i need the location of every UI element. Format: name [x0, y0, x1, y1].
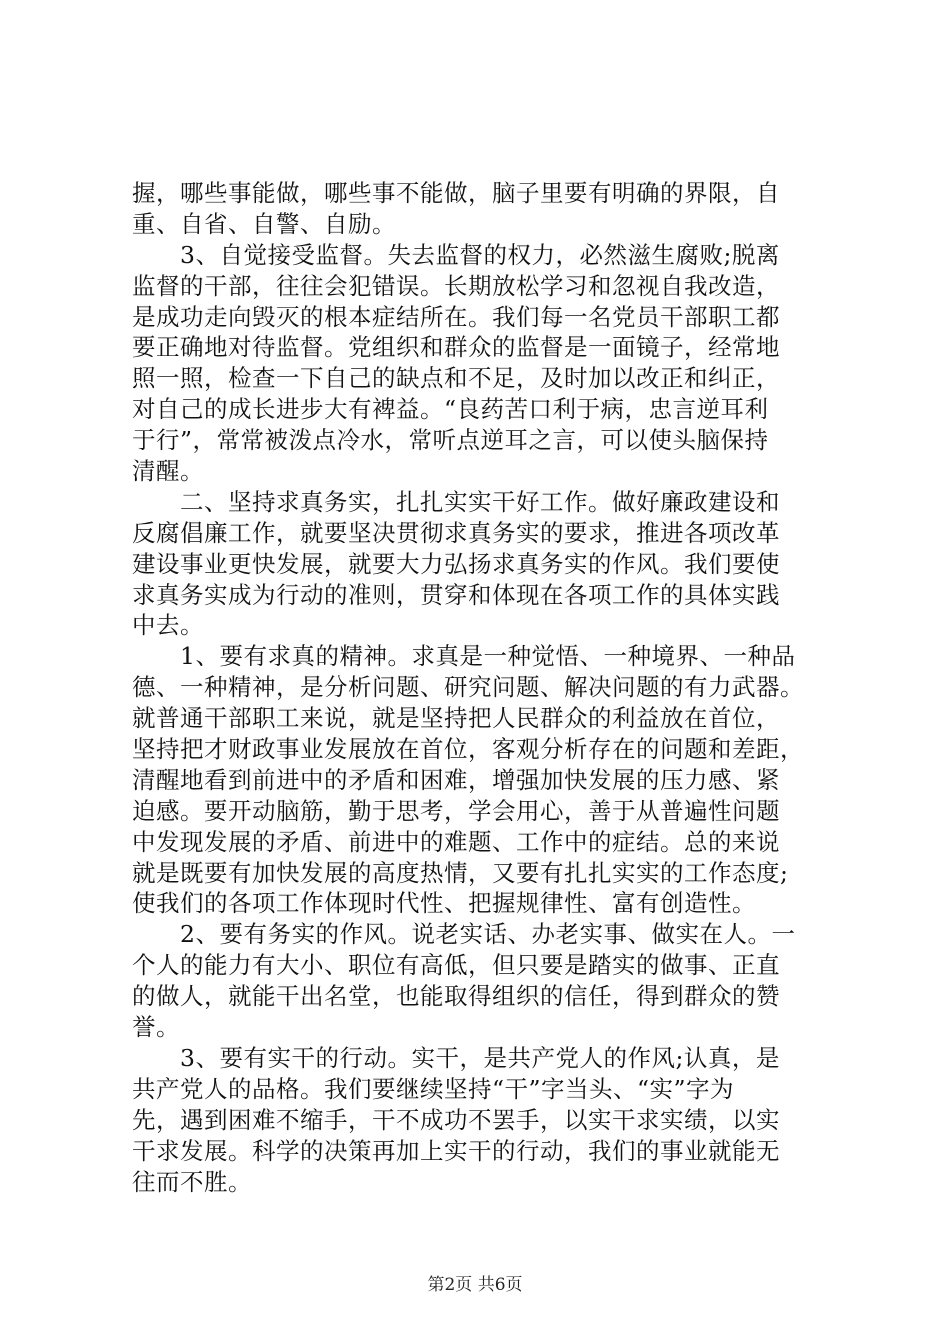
text-line: 就是既要有加快发展的高度热情，又要有扎扎实实的工作态度; — [132, 858, 789, 887]
text-line: 的做人，就能干出名堂，也能取得组织的信任，得到群众的赞 — [132, 982, 780, 1011]
text-line: 对自己的成长进步大有裨益。“良药苦口利于病，忠言逆耳利 — [132, 395, 769, 424]
text-line: 清醒。 — [132, 457, 204, 486]
text-line: 干求发展。科学的决策再加上实干的行动，我们的事业就能无 — [132, 1136, 780, 1165]
text-line: 就普通干部职工来说，就是坚持把人民群众的利益放在首位， — [132, 704, 780, 733]
text-line: 中去。 — [132, 611, 204, 640]
text-line: 建设事业更快发展，就要大力弘扬求真务实的作风。我们要使 — [132, 549, 780, 578]
text-line: 于行”，常常被泼点冷水，常听点逆耳之言，可以使头脑保持 — [132, 426, 769, 455]
text-line: 二、坚持求真务实，扎扎实实干好工作。做好廉政建设和 — [132, 487, 780, 516]
text-line: 誉。 — [132, 1013, 180, 1042]
page-footer: 第2页 共6页 — [427, 1275, 523, 1295]
text-line: 重、自省、自警、自励。 — [132, 209, 396, 238]
text-line: 3、要有实干的行动。实干，是共产党人的作风;认真，是 — [132, 1043, 780, 1072]
text-line: 使我们的各项工作体现时代性、把握规律性、富有创造性。 — [132, 889, 756, 918]
document-body — [132, 178, 832, 1197]
text-line: 1、要有求真的精神。求真是一种觉悟、一种境界、一种品 — [132, 642, 796, 671]
text-line: 清醒地看到前进中的矛盾和困难，增强加快发展的压力感、紧 — [132, 765, 780, 794]
text-line: 坚持把才财政事业发展放在首位，客观分析存在的问题和差距， — [132, 735, 804, 764]
text-line: 迫感。要开动脑筋，勤于思考，学会用心，善于从普遍性问题 — [132, 796, 780, 825]
text-line: 先，遇到困难不缩手，干不成功不罢手，以实干求实绩，以实 — [132, 1105, 780, 1134]
text-line: 要正确地对待监督。党组织和群众的监督是一面镜子，经常地 — [132, 333, 780, 362]
text-line: 反腐倡廉工作，就要坚决贯彻求真务实的要求，推进各项改革 — [132, 518, 780, 547]
text-line: 监督的干部，往往会犯错误。长期放松学习和忽视自我改造， — [132, 271, 780, 300]
text-line: 3、自觉接受监督。失去监督的权力，必然滋生腐败;脱离 — [132, 240, 780, 269]
text-line: 是成功走向毁灭的根本症结所在。我们每一名党员干部职工都 — [132, 302, 780, 331]
text-line: 求真务实成为行动的准则，贯穿和体现在各项工作的具体实践 — [132, 580, 780, 609]
text-line: 往而不胜。 — [132, 1167, 252, 1196]
text-line: 照一照，检查一下自己的缺点和不足，及时加以改正和纠正， — [132, 364, 780, 393]
text-line: 2、要有务实的作风。说老实话、办老实事、做实在人。一 — [132, 920, 796, 949]
text-line: 共产党人的品格。我们要继续坚持“干”字当头、“实”字为 — [132, 1074, 735, 1103]
text-line: 德、一种精神，是分析问题、研究问题、解决问题的有力武器。 — [132, 673, 804, 702]
text-line: 握，哪些事能做，哪些事不能做，脑子里要有明确的界限，自 — [132, 179, 780, 207]
text-line: 个人的能力有大小、职位有高低，但只要是踏实的做事、正直 — [132, 951, 780, 980]
text-line: 中发现发展的矛盾、前进中的难题、工作中的症结。总的来说 — [132, 827, 780, 856]
